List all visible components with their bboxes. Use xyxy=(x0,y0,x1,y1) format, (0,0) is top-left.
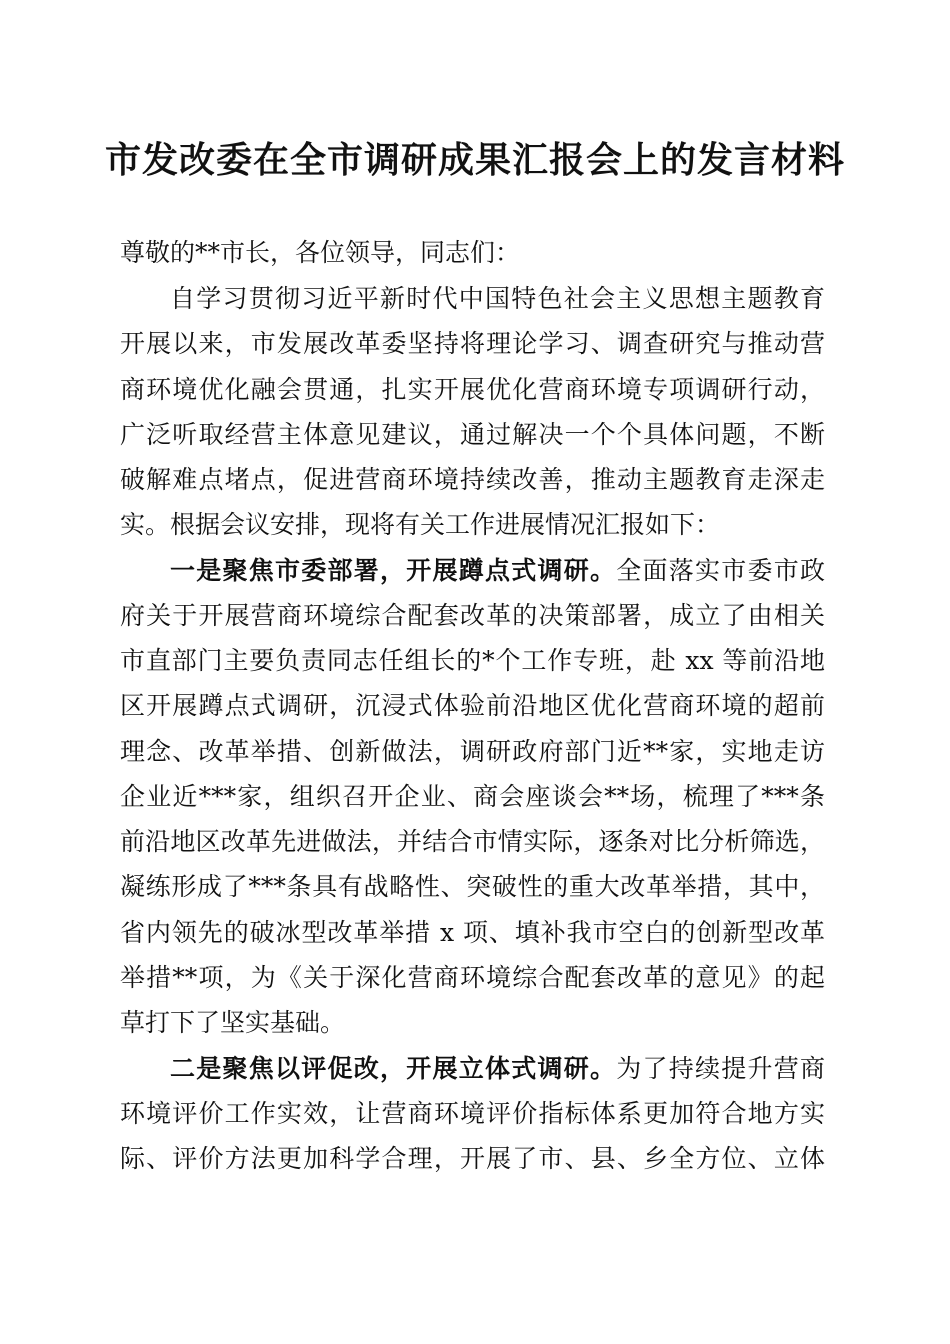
section1-first-line-text: 全面落实市委市政 xyxy=(616,556,825,585)
section1-line: 市直部门主要负责同志任组长的*个工作专班，赴 xx 等前沿地 xyxy=(120,646,825,675)
intro-line: 商环境优化融会贯通，扎实开展优化营商环境专项调研行动， xyxy=(120,375,825,404)
section1-line: 理念、改革举措、创新做法，调研政府部门近**家，实地走访 xyxy=(120,737,825,766)
section1-line: 草打下了坚实基础。 xyxy=(120,1008,346,1037)
section2-line: 际、评价方法更加科学合理，开展了市、县、乡全方位、立体 xyxy=(120,1144,825,1173)
document-title: 市发改委在全市调研成果汇报会上的发言材料 xyxy=(104,139,845,181)
section1-first-line xyxy=(170,551,825,591)
section1-line: 省内领先的破冰型改革举措 x 项、填补我市空白的创新型改革 xyxy=(120,918,825,947)
intro-line: 自学习贯彻习近平新时代中国特色社会主义思想主题教育 xyxy=(170,284,825,313)
section2-heading: 二是聚焦以评促改，开展立体式调研。 xyxy=(170,1054,617,1083)
section1-line: 企业近***家，组织召开企业、商会座谈会**场，梳理了***条 xyxy=(120,782,825,811)
salutation: 尊敬的**市长，各位领导，同志们： xyxy=(120,238,521,267)
section2-line: 环境评价工作实效，让营商环境评价指标体系更加符合地方实 xyxy=(120,1099,825,1128)
section1-line: 府关于开展营商环境综合配套改革的决策部署，成立了由相关 xyxy=(120,601,825,630)
intro-line: 开展以来，市发展改革委坚持将理论学习、调查研究与推动营 xyxy=(120,329,825,358)
section1-line: 区开展蹲点式调研，沉浸式体验前沿地区优化营商环境的超前 xyxy=(120,691,825,720)
section2-first-line-text: 为了持续提升营商 xyxy=(616,1054,825,1083)
intro-line: 实。根据会议安排，现将有关工作进展情况汇报如下： xyxy=(120,510,721,539)
section2-first-line xyxy=(170,1049,825,1089)
section1-line: 举措**项，为《关于深化营商环境综合配套改革的意见》的起 xyxy=(120,963,825,992)
intro-line: 破解难点堵点，促进营商环境持续改善，推动主题教育走深走 xyxy=(120,465,825,494)
section1-line: 前沿地区改革先进做法，并结合市情实际，逐条对比分析筛选， xyxy=(120,827,825,856)
section1-heading: 一是聚焦市委部署，开展蹲点式调研。 xyxy=(170,556,617,585)
section1-line: 凝练形成了***条具有战略性、突破性的重大改革举措，其中， xyxy=(120,872,825,901)
intro-line: 广泛听取经营主体意见建议，通过解决一个个具体问题，不断 xyxy=(120,420,825,449)
